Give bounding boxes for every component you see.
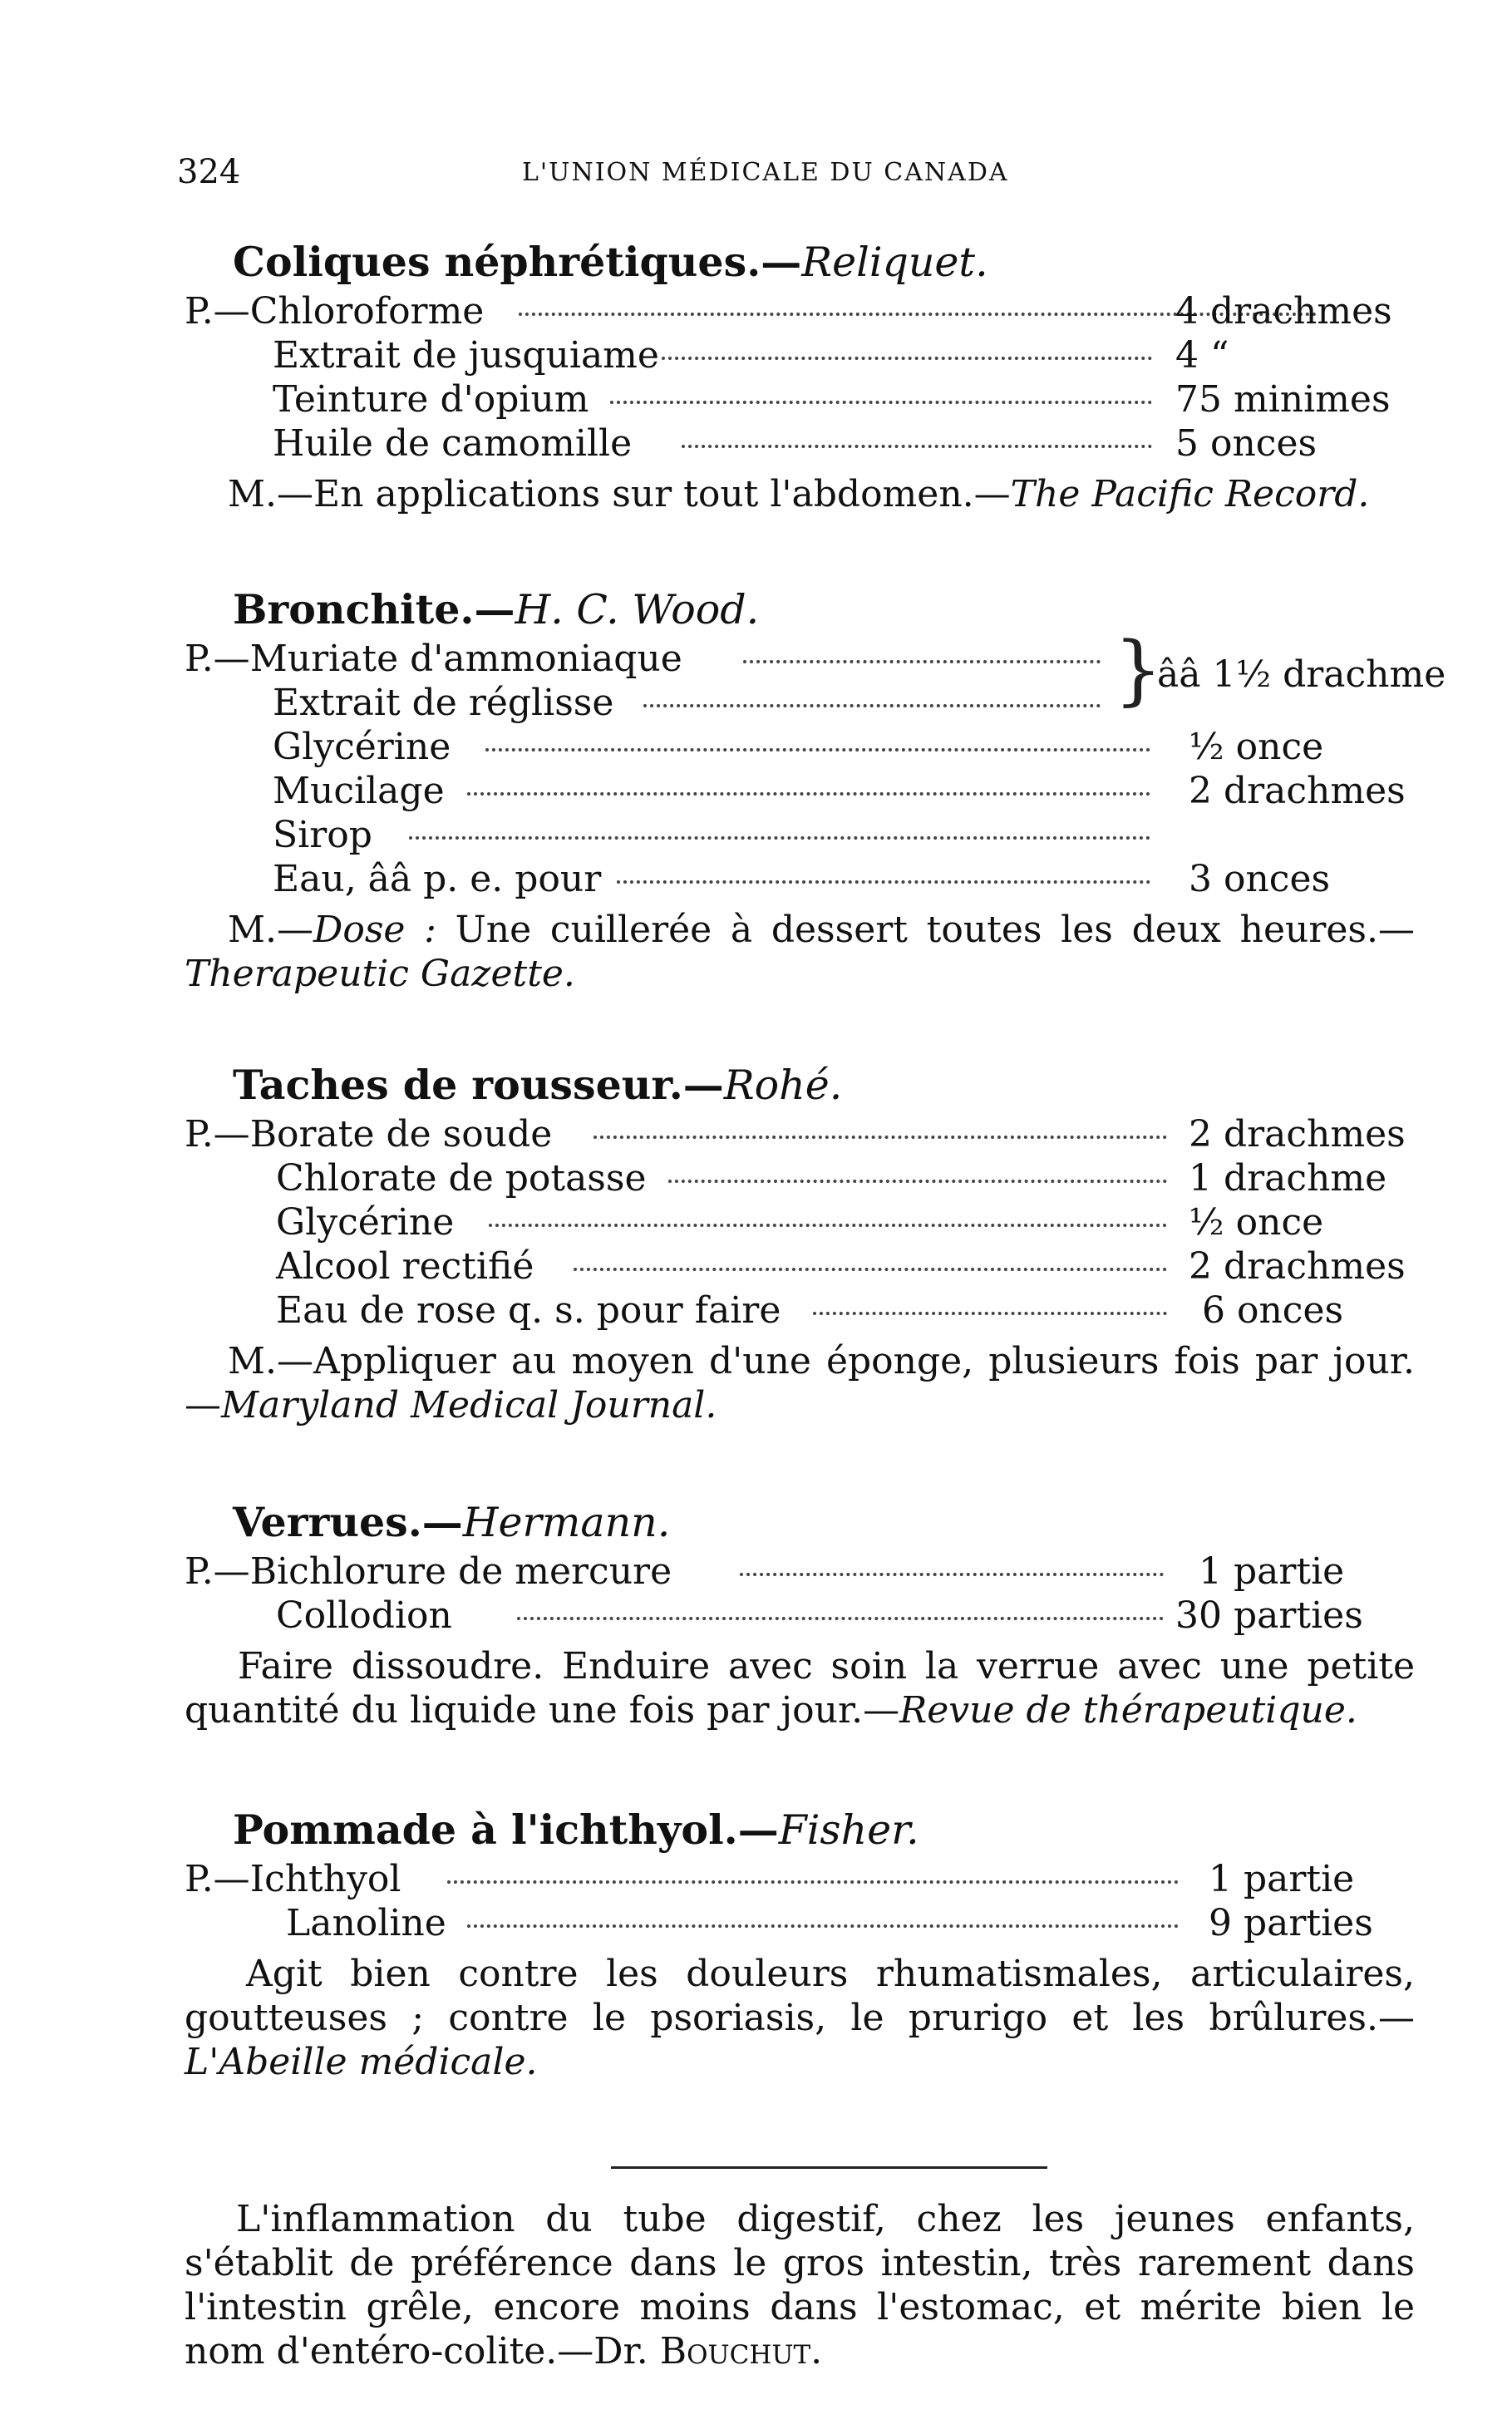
ingredient-name: Chlorate de potasse <box>276 1157 647 1200</box>
source-citation: Revue de thérapeutique. <box>899 1689 1357 1732</box>
brace-symbol: } <box>1114 625 1163 714</box>
recipe-author: H. C. Wood. <box>515 586 760 633</box>
recipe-note: M.—Dose : Une cuillerée à dessert toutes les deux heures.—Therapeutic Gazette. <box>185 909 1415 995</box>
ingredient-row <box>185 857 1431 901</box>
ingredient-name: Sirop <box>273 814 372 856</box>
ingredient-name: Extrait de jusquiame <box>273 334 659 377</box>
ingredient-quantity: 75 minimes <box>1175 378 1391 421</box>
ingredient-quantity: 2 drachmes <box>1189 1113 1406 1155</box>
recipe-heading <box>233 1057 1431 1112</box>
recipe-note: M.—Appliquer au moyen d'une éponge, plusieurs fois par jour.—Maryland Medical Journal. <box>185 1340 1415 1426</box>
dot-leader <box>409 836 1150 840</box>
ingredient-row <box>185 1156 1431 1200</box>
recipe-bronchite <box>185 582 1446 996</box>
recipe-heading <box>233 1495 1431 1550</box>
ingredient-quantity: ½ once <box>1189 1201 1324 1244</box>
ingredient-quantity: 4 drachmes <box>1175 290 1392 333</box>
ingredient-name: Teinture d'opium <box>273 378 589 421</box>
recipe-title: Taches de rousseur.— <box>233 1061 724 1109</box>
ingredient-name: Muriate d'ammoniaque <box>249 638 682 680</box>
shared-quantity: ââ 1½ drachme <box>1157 653 1446 696</box>
closing-paragraph: L'inflammation du tube digestif, chez les jeunes enfants, s'établit de préférence dans le gros intestin, très rarement dans l'intestin grêle, encore moins dans l'estomac, et mérite bien le nom d'entéro-colite.—Dr. Bouchut. <box>185 2198 1415 2372</box>
ingredient-row <box>185 1901 1431 1945</box>
recipe-note: Agit bien contre les douleurs rhumatismales, articulaires, goutteuses ; contre le psoriasis, le prurigo et les brûlures.— L'Abeille médicale. <box>185 1953 1415 2083</box>
ingredient-row <box>185 377 1431 421</box>
running-head <box>0 153 1512 193</box>
source-citation: Maryland Medical Journal. <box>221 1384 717 1426</box>
dot-leader <box>740 1573 1164 1576</box>
ingredient-row <box>185 1200 1431 1244</box>
ingredient-name: Alcool rectifié <box>276 1245 534 1288</box>
dot-leader <box>668 1180 1167 1183</box>
ingredient-quantity: 6 onces <box>1202 1289 1344 1332</box>
ingredient-quantity: ½ once <box>1189 726 1324 768</box>
source-citation: L'Abeille médicale. <box>185 2041 538 2083</box>
dot-leader <box>643 704 1101 707</box>
ingredient-name: Glycérine <box>276 1201 455 1244</box>
dot-leader <box>485 748 1150 751</box>
ingredient-quantity: 4 “ <box>1175 334 1229 377</box>
recipe-pommade-ichthyol <box>185 1802 1431 2084</box>
ingredient-quantity: 30 parties <box>1175 1594 1363 1637</box>
dot-leader <box>617 880 1150 884</box>
dot-leader <box>489 1224 1167 1227</box>
journal-title: L'UNION MÉDICALE DU CANADA <box>522 158 1009 187</box>
ingredient-name: Mucilage <box>273 770 445 812</box>
ingredient-row <box>185 1288 1431 1333</box>
ingredient-row <box>185 1594 1431 1638</box>
dot-leader <box>467 792 1150 796</box>
recipe-author: Hermann. <box>462 1499 671 1546</box>
dot-leader <box>574 1268 1167 1271</box>
dot-leader <box>610 401 1152 404</box>
ingredient-row <box>185 769 1431 813</box>
ingredient-quantity: 9 parties <box>1209 1902 1373 1944</box>
recipe-title: Coliques néphrétiques.— <box>233 238 802 286</box>
recipe-heading <box>233 1802 1431 1857</box>
ingredient-quantity: 1 drachme <box>1189 1157 1387 1200</box>
recipe-verrues <box>185 1495 1431 1732</box>
dot-leader <box>662 357 1152 360</box>
page-number: 324 <box>177 153 241 191</box>
dot-leader <box>467 1924 1179 1928</box>
ingredient-row <box>185 1857 1431 1901</box>
recipe-author: Rohé. <box>723 1062 843 1109</box>
ingredient-name: Ichthyol <box>249 1858 401 1900</box>
ingredient-quantity: 1 partie <box>1199 1550 1345 1593</box>
ingredient-name: Collodion <box>276 1594 452 1637</box>
ingredient-row <box>185 813 1431 857</box>
recipe-coliques <box>185 234 1431 516</box>
ingredient-row <box>185 421 1431 466</box>
ingredient-name: Glycérine <box>273 726 451 768</box>
dot-leader <box>447 1880 1179 1884</box>
ingredient-row <box>185 1112 1431 1156</box>
ingredient-quantity: 1 partie <box>1209 1858 1355 1900</box>
recipe-author: Fisher. <box>778 1806 919 1854</box>
ingredient-quantity: 3 onces <box>1189 858 1331 900</box>
dot-leader <box>743 660 1101 663</box>
prescription-prefix: P.— <box>185 1550 250 1593</box>
recipe-author: Reliquet. <box>801 239 988 286</box>
ingredient-name: Extrait de réglisse <box>273 682 614 724</box>
recipe-note: M.—En applications sur tout l'abdomen.—The Pacific Record. <box>228 473 1370 515</box>
prescription-prefix: P.— <box>185 1858 250 1900</box>
ingredient-quantity: 5 onces <box>1175 422 1317 465</box>
ingredient-name: Eau, ââ p. e. pour <box>273 858 602 900</box>
ingredient-quantity: 2 drachmes <box>1189 1245 1406 1288</box>
source-citation: Therapeutic Gazette. <box>185 953 575 995</box>
recipe-title: Bronchite.— <box>233 585 515 633</box>
ingredient-name: Lanoline <box>286 1902 446 1944</box>
recipe-heading <box>233 234 1431 289</box>
ingredient-row <box>185 333 1431 377</box>
ingredient-name: Eau de rose q. s. pour faire <box>276 1289 781 1332</box>
ingredient-name: Borate de soude <box>249 1113 553 1155</box>
recipe-taches-de-rousseur <box>185 1057 1431 1427</box>
closing-author: Bouchut. <box>659 2330 823 2372</box>
recipe-note: Faire dissoudre. Enduire avec soin la verrue avec une petite quantité du liquide une fois par jour.—Revue de thérapeutique. <box>185 1645 1415 1732</box>
ingredient-row <box>185 1244 1431 1288</box>
ingredient-name: Chloroforme <box>249 290 485 333</box>
horizontal-rule <box>611 2166 1047 2169</box>
dot-leader <box>517 1617 1164 1620</box>
ingredient-row <box>185 289 1431 333</box>
source-citation: The Pacific Record. <box>1010 473 1370 515</box>
prescription-prefix: P.— <box>185 638 250 680</box>
recipe-heading <box>233 582 1431 637</box>
ingredient-row <box>185 1550 1431 1594</box>
recipe-title: Verrues.— <box>233 1498 463 1546</box>
ingredient-name: Huile de camomille <box>273 422 633 465</box>
dot-leader <box>593 1136 1167 1139</box>
prescription-prefix: P.— <box>185 290 250 333</box>
ingredient-quantity: 2 drachmes <box>1189 770 1406 812</box>
ingredient-row <box>185 725 1431 769</box>
prescription-prefix: P.— <box>185 1113 250 1155</box>
recipe-title: Pommade à l'ichthyol.— <box>233 1806 779 1854</box>
dot-leader <box>813 1312 1167 1315</box>
dot-leader <box>682 445 1152 448</box>
ingredient-name: Bichlorure de mercure <box>249 1550 672 1593</box>
